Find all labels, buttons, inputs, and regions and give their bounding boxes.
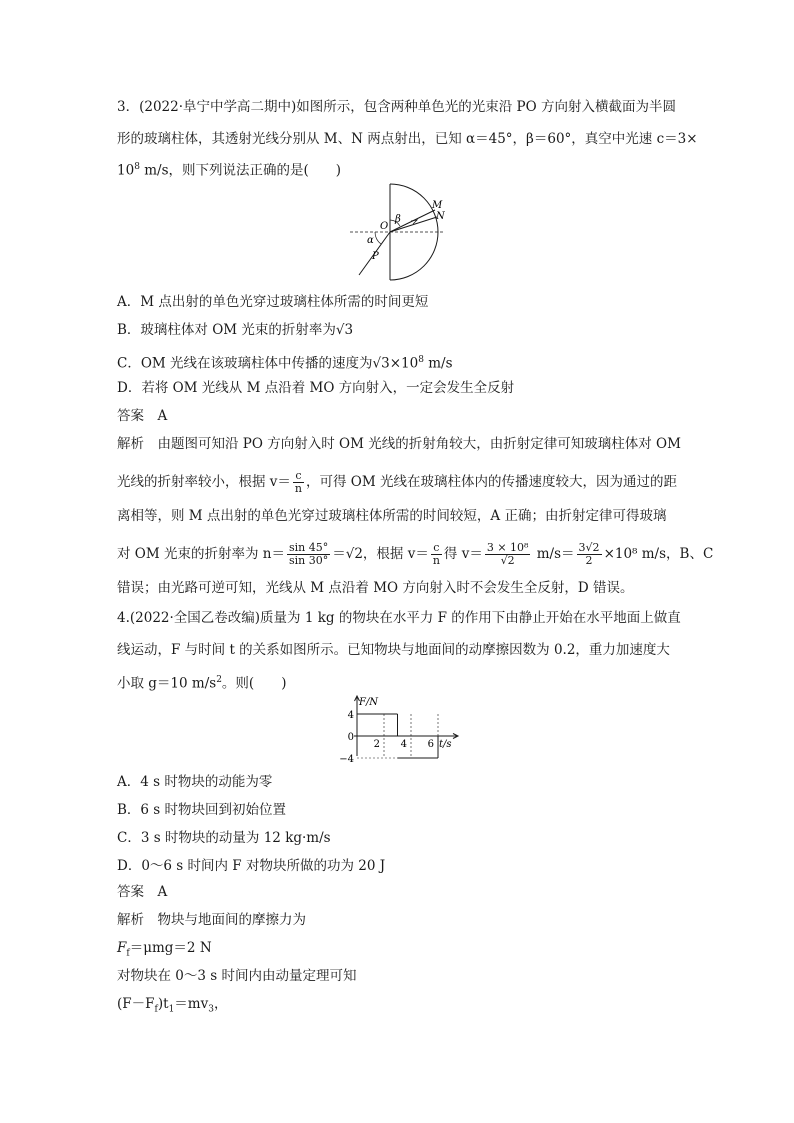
q3-stem-line2: 形的玻璃柱体，其透射光线分别从 M、N 两点射出，已知 α＝45°，β＝60°，真空中光速 c＝3× xyxy=(117,131,698,147)
q3-exp4-e: ×10⁸ m/s，B、C xyxy=(603,546,714,562)
q3-option-c-unit: m/s xyxy=(423,355,453,372)
q4-stem-exp: 2 xyxy=(216,675,222,685)
fig-label-P: P xyxy=(372,251,379,262)
q4-option-a: A．4 s 时物块的动能为零 xyxy=(117,774,273,790)
q4-exp-eq: ＝μmg＝2 N xyxy=(129,940,212,956)
q4-force-time-chart xyxy=(337,694,463,764)
q3-option-c-exp: 8 xyxy=(418,355,424,365)
frac-numerator: c xyxy=(431,542,442,555)
q3-exp4-frac3 xyxy=(485,542,531,567)
fig-label-alpha: α xyxy=(367,235,374,246)
q4-stem-line2: 线运动，F 与时间 t 的关系如图所示。已知物块与地面间的动摩擦因数为 0.2，重力加速度大 xyxy=(117,642,670,658)
frac-numerator: 3√2 xyxy=(578,541,600,554)
q4-exp-F: F xyxy=(117,940,127,956)
q4-exp4-sub3: 3 xyxy=(208,1004,214,1015)
q3-option-c-text: C．OM 光线在该玻璃柱体中传播的速度为 xyxy=(117,355,373,372)
q3-exp4-c: 得 v＝ xyxy=(443,546,483,562)
q3-explanation-line1: 解析 由题图可知沿 PO 方向射入时 OM 光线的折射角较大，由折射定律可知玻璃柱体对 OM xyxy=(117,436,681,452)
q3-option-a: A．M 点出射的单色光穿过玻璃柱体所需的时间更短 xyxy=(117,294,429,310)
x-tick-label: 2 xyxy=(373,739,380,750)
q4-exp4-d: ， xyxy=(213,996,228,1012)
q4-stem-text: 小取 g＝10 m/s xyxy=(117,675,217,692)
q3-answer: 答案 A xyxy=(117,408,168,424)
q3-exp4-d: m/s＝ xyxy=(532,546,575,562)
q4-answer: 答案 A xyxy=(117,884,168,900)
q3-exp4-frac2 xyxy=(431,542,442,567)
q4-exp4-c: ＝mv xyxy=(174,996,209,1012)
q3-exp4-b: ＝√2，根据 v＝ xyxy=(332,546,429,562)
q4-explanation-line1: 解析 物块与地面间的摩擦力为 xyxy=(117,912,306,928)
q3-option-b-text: B．玻璃柱体对 OM 光束的折射率为 xyxy=(117,322,336,338)
q4-explanation-line3: 对物块在 0～3 s 时间内由动量定理可知 xyxy=(117,968,357,984)
q4-exp4-a: (F－F xyxy=(117,996,155,1012)
q3-explanation-line4 xyxy=(117,542,713,567)
frac-numerator: 3 × 10⁸ xyxy=(486,541,529,554)
q3-exp4-a: 对 OM 光束的折射率为 n＝ xyxy=(117,546,285,562)
fig-label-beta: β xyxy=(395,214,401,225)
q4-option-c: C．3 s 时物块的动量为 12 kg·m/s xyxy=(117,830,331,846)
q4-exp4-sub2: 1 xyxy=(168,1004,175,1015)
q3-stem-line1: 3．(2022·阜宁中学高二期中)如图所示，包含两种单色光的光束沿 PO 方向射入横截面为半圆 xyxy=(117,99,677,115)
q4-stem-end: 。则( ) xyxy=(221,675,287,692)
y-axis-label: F/N xyxy=(359,697,379,708)
frac-denominator: sin 30° xyxy=(288,554,329,567)
q3-option-b-value: √3 xyxy=(335,322,354,338)
q4-stem-line3 xyxy=(117,670,286,694)
q4-option-b: B．6 s 时物块回到初始位置 xyxy=(117,802,287,818)
x-axis-label: t/s xyxy=(439,739,452,750)
q3-exp4-frac1 xyxy=(287,542,330,567)
q4-explanation-line2 xyxy=(117,938,212,964)
q3-explanation-line2 xyxy=(117,470,677,495)
frac-denominator: √2 xyxy=(500,554,515,567)
q4-option-d: D．0～6 s 时间内 F 对物块所做的功为 20 J xyxy=(117,858,386,874)
q3-figure-semicircle xyxy=(345,182,455,282)
q3-stem-line3 xyxy=(117,157,341,181)
frac-denominator: n xyxy=(294,482,303,495)
frac-denominator: 2 xyxy=(585,554,593,567)
y-tick-label: 0 xyxy=(347,732,354,743)
q3-explanation-line3: 离相等，则 M 点出射的单色光穿过玻璃柱体所需的时间较短，A 正确；由折射定律可得玻璃 xyxy=(117,508,667,524)
q3-explanation-line5: 错误；由光路可逆可知，光线从 M 点沿着 MO 方向射入时不会发生全反射，D 错误。 xyxy=(117,580,634,596)
q4-stem-line1: 4.(2022·全国乙卷改编)质量为 1 kg 的物块在水平力 F 的作用下由静止开始在水平地面上做直 xyxy=(117,610,681,626)
q3-option-c-value: √3×10 xyxy=(372,355,419,372)
fig-label-N: N xyxy=(436,211,445,222)
y-tick-label: 4 xyxy=(347,710,354,721)
q3-exp2-fraction xyxy=(293,470,304,495)
q3-option-c xyxy=(117,350,453,374)
q3-exp2-text-b: ，可得 OM 光线在玻璃柱体内的传播速度较大，因为通过的距 xyxy=(306,474,677,490)
fig-label-M: M xyxy=(432,200,443,211)
q4-exp4-b: )t xyxy=(157,996,169,1012)
q3-option-b xyxy=(117,320,353,340)
q3-stem-end: m/s，则下列说法正确的是( ) xyxy=(139,162,342,179)
q3-option-d: D．若将 OM 光线从 M 点沿着 MO 方向射入，一定会发生全反射 xyxy=(117,380,515,396)
q4-explanation-line4 xyxy=(117,994,227,1020)
q3-exp2-text-a: 光线的折射率较小，根据 v＝ xyxy=(117,474,291,490)
x-tick-label: 4 xyxy=(400,739,407,750)
frac-numerator: sin 45° xyxy=(288,541,329,554)
q3-stem-exp: 8 xyxy=(134,162,140,172)
fig-label-O: O xyxy=(380,221,389,232)
frac-denominator: n xyxy=(432,554,440,567)
q3-stem-base: 10 xyxy=(117,162,135,179)
q3-exp4-frac4 xyxy=(577,542,602,567)
y-tick-label: −4 xyxy=(339,754,354,764)
x-tick-label: 6 xyxy=(427,739,434,750)
q4-exp-sub-f: f xyxy=(126,948,130,959)
q4-exp4-sub1: f xyxy=(154,1004,158,1015)
frac-numerator: c xyxy=(293,470,304,483)
